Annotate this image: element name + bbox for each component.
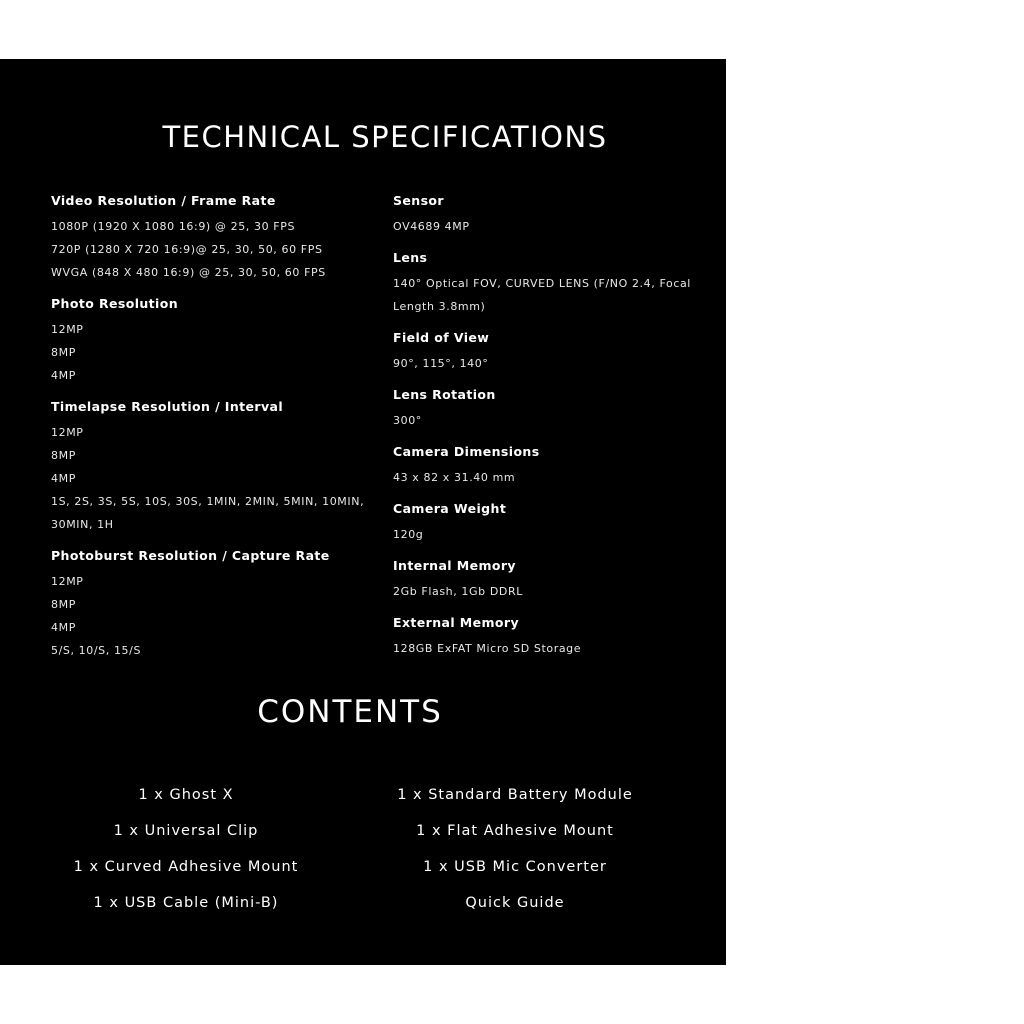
spec-value: 140° Optical FOV, CURVED LENS (F/NO 2.4, Focal [393,277,691,290]
spec-group-photoburst [51,547,371,662]
spec-label: Lens [393,250,428,265]
spec-value: 1S, 2S, 3S, 5S, 10S, 30S, 1MIN, 2MIN, 5MIN, 10MIN, [51,495,365,508]
spec-value: 8MP [51,449,76,462]
specs-left-column [51,192,371,673]
spec-group-internal-memory [393,557,713,603]
spec-value: 4MP [51,621,76,634]
spec-value: 5/S, 10/S, 15/S [51,644,142,657]
spec-value: 4MP [51,472,76,485]
spec-value: 12MP [51,323,84,336]
spec-label: Sensor [393,193,444,208]
spec-label: Photo Resolution [51,296,179,311]
spec-value: 12MP [51,575,84,588]
spec-value: 300° [393,414,422,427]
spec-group-lens [393,249,713,318]
spec-group-video-resolution [51,192,371,284]
spec-group-camera-weight [393,500,713,546]
contents-item: 1 x USB Cable (Mini-B) [93,895,279,911]
spec-value: OV4689 4MP [393,220,470,233]
spec-value: 12MP [51,426,84,439]
spec-group-camera-dimensions [393,443,713,489]
spec-sheet-panel [0,59,726,965]
spec-label: Video Resolution / Frame Rate [51,193,276,208]
spec-label: Lens Rotation [393,387,496,402]
contents-item: 1 x USB Mic Converter [423,859,607,875]
spec-value: 43 x 82 x 31.40 mm [393,471,516,484]
spec-group-timelapse [51,398,371,536]
spec-value: 720P (1280 X 720 16:9)@ 25, 30, 50, 60 FPS [51,243,323,256]
spec-value: 120g [393,528,424,541]
spec-label: Internal Memory [393,558,516,573]
contents-item: 1 x Flat Adhesive Mount [416,823,614,839]
spec-label: Field of View [393,330,490,345]
contents-item: 1 x Ghost X [138,787,234,803]
spec-value: 1080P (1920 X 1080 16:9) @ 25, 30 FPS [51,220,296,233]
contents-item: 1 x Universal Clip [113,823,259,839]
contents-left-column [46,777,326,921]
contents-item: 1 x Curved Adhesive Mount [73,859,299,875]
specs-right-column [393,192,713,671]
contents-item: 1 x Standard Battery Module [397,787,633,803]
spec-value: WVGA (848 X 480 16:9) @ 25, 30, 50, 60 FPS [51,266,326,279]
spec-value: 4MP [51,369,76,382]
spec-value: 8MP [51,346,76,359]
spec-group-lens-rotation [393,386,713,432]
contents-title: CONTENTS [257,694,443,730]
spec-label: Camera Weight [393,501,507,516]
spec-group-field-of-view [393,329,713,375]
contents-item: Quick Guide [465,895,565,911]
spec-value: 2Gb Flash, 1Gb DDRL [393,585,523,598]
spec-label: Camera Dimensions [393,444,540,459]
spec-label: Timelapse Resolution / Interval [51,399,284,414]
spec-value: 30MIN, 1H [51,518,114,531]
spec-group-photo-resolution [51,295,371,387]
spec-group-external-memory [393,614,713,660]
contents-right-column [375,777,655,921]
spec-value: 90°, 115°, 140° [393,357,489,370]
spec-value: 128GB ExFAT Micro SD Storage [393,642,582,655]
spec-value: Length 3.8mm) [393,300,486,313]
specs-title: TECHNICAL SPECIFICATIONS [162,120,608,154]
spec-value: 8MP [51,598,76,611]
spec-group-sensor [393,192,713,238]
spec-label: External Memory [393,615,520,630]
spec-label: Photoburst Resolution / Capture Rate [51,548,330,563]
